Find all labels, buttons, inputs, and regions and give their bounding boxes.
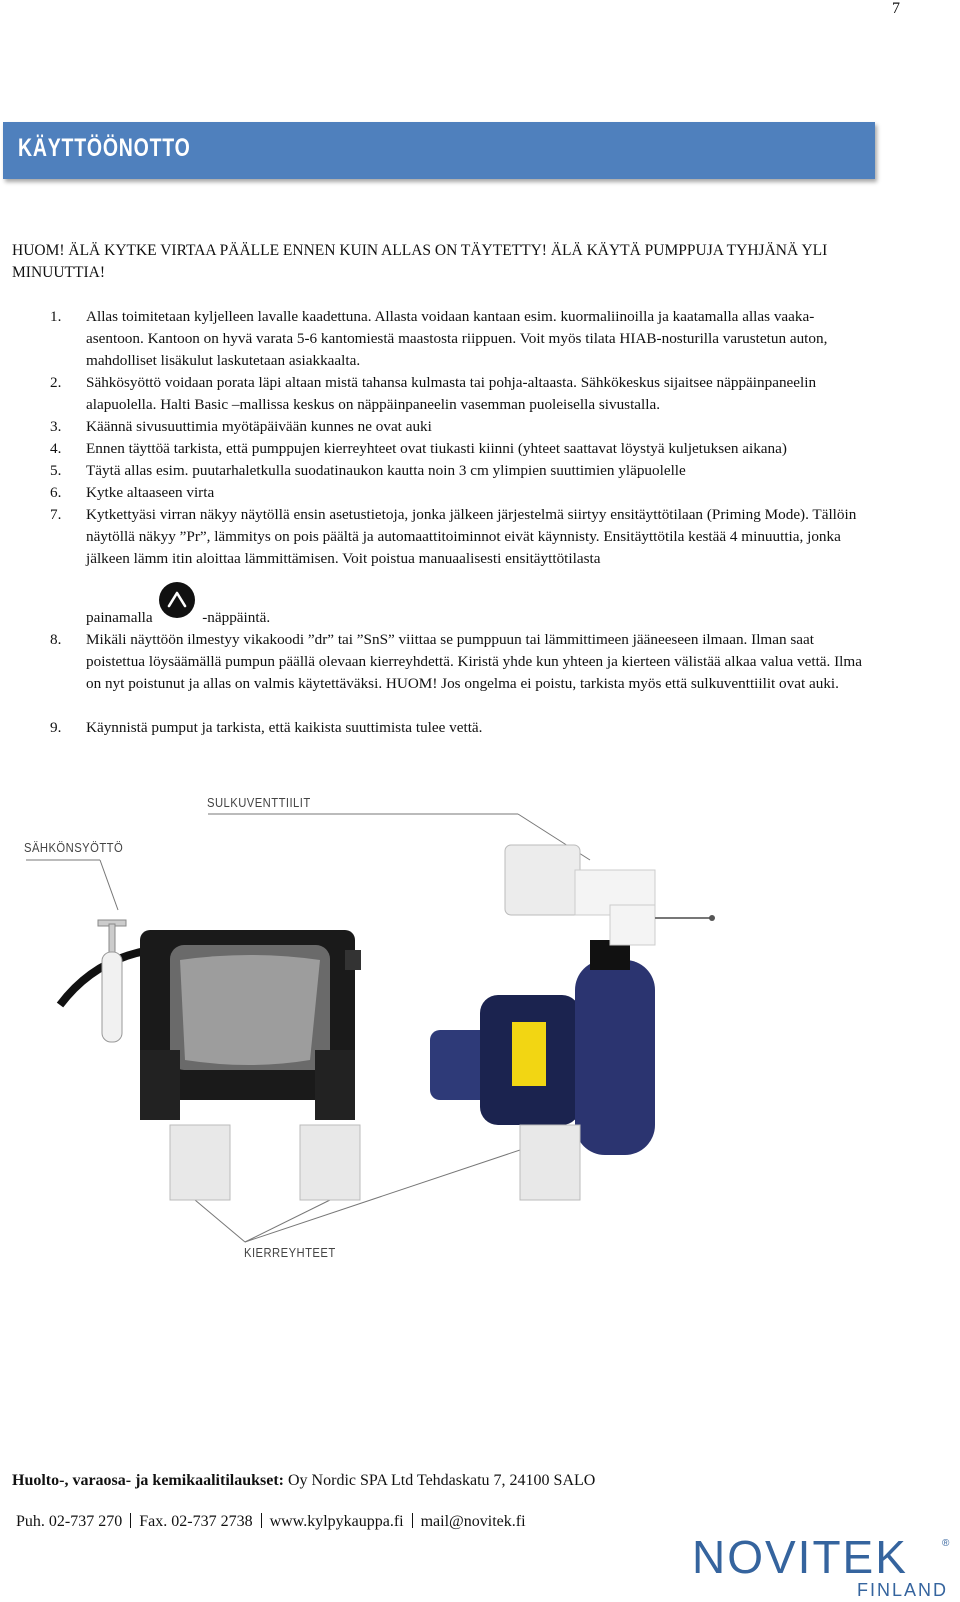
step-number: 5.	[50, 462, 62, 479]
press-before: painamalla	[86, 609, 153, 626]
page-number: 7	[892, 0, 900, 17]
logo-sub: FINLAND	[857, 1580, 949, 1600]
step-number: 1.	[50, 308, 62, 325]
label-sulkuventtiilit: SULKUVENTTIILIT	[207, 796, 311, 810]
step-text: Kytke altaaseen virta	[86, 484, 215, 501]
step-text: Mikäli näyttöön ilmestyy vikakoodi ”dr” tai ”SnS” viittaa se pumppuun tai lämmittimeen jääneeseen ilmaan. Ilman saat poistettua löysäämällä pumpun päällä olevaan kierreyhdettä. Kiristä yhde kun yhteen ja kierteen välistää alkaa valua vettä. Ilma on nyt poistunut ja allas on valmis käytettäväksi. HUOM! Jos ongelma ei poistu, tarkista myös että sulkuventtiilit ovat auki.	[86, 631, 862, 692]
section-banner	[3, 122, 875, 179]
step-number: 3.	[50, 418, 62, 435]
footer-contact	[16, 1513, 526, 1531]
footer-phone: Puh. 02-737 270	[16, 1513, 123, 1530]
list-item	[12, 482, 872, 504]
list-item	[12, 416, 872, 438]
novitek-logo	[692, 1530, 954, 1602]
step-text: Käännä sivusuuttimia myötäpäivään kunnes ne ovat auki	[86, 418, 432, 435]
up-caret-icon	[159, 582, 195, 618]
footer-fax: Fax. 02-737 2738	[139, 1513, 253, 1530]
list-item	[12, 306, 872, 372]
footer-web[interactable]: www.kylpykauppa.fi	[269, 1513, 404, 1530]
footer-orders	[12, 1472, 595, 1490]
list-item	[12, 629, 872, 695]
press-after: -näppäintä.	[202, 609, 271, 626]
warning-text: HUOM! ÄLÄ KYTKE VIRTAA PÄÄLLE ENNEN KUIN ALLAS ON TÄYTETTY! ÄLÄ KÄYTÄ PUMPPUJA TYHJÄNÄ YLI MINUUTTIA!	[12, 242, 828, 281]
step-number: 8.	[50, 631, 62, 648]
step-text: Allas toimitetaan kyljelleen lavalle kaadettuna. Allasta voidaan kantaan esim. kuormaliinoilla ja kaatamalla allas vaaka-asentoon. Kantoon on hyvä varata 5-6 kantomiestä maastosta riippuen. Voit myös tilata HIAB-nosturilla varustetun auton, mahdolliset lisäkulut laskutetaan asiakkaalta.	[86, 308, 828, 369]
footer-order-label: Huolto-, varaosa- ja kemikaalitilaukset:	[12, 1472, 284, 1489]
label-sahkonsyotto: SÄHKÖNSYÖTTÖ	[24, 841, 124, 855]
step-text: Sähkösyöttö voidaan porata läpi altaan mistä tahansa kulmasta tai pohja-altaasta. Sähkökeskus sijaitsee näppäinpaneelin alapuolella. Halti Basic –mallissa keskus on näppäinpaneelin vasemman puoleisella sivustalla.	[86, 374, 817, 413]
step-number: 9.	[50, 719, 62, 736]
step-text-press	[86, 590, 872, 629]
list-item	[12, 372, 872, 416]
list-item	[12, 717, 872, 739]
list-item	[12, 504, 872, 629]
footer-order-info: Oy Nordic SPA Ltd Tehdaskatu 7, 24100 SALO	[288, 1472, 596, 1489]
footer-mail[interactable]: mail@novitek.fi	[420, 1513, 526, 1530]
separator	[261, 1513, 262, 1528]
step-text: Kytkettyäsi virran näkyy näytöllä ensin asetustietoja, jonka jälkeen järjestelmä siirtyy ensitäyttötilaan (Priming Mode). Tällöin näytöllä näkyy ”Pr”, lämmitys on pois päältä ja automaattitoiminnot eivät käynnisty. Ensitäyttötila kestää 4 minuuttia, jonka jälkeen lämm itin aloittaa lämmittämisen. Voit poistua manuaalisesti ensitäyttötilasta	[86, 506, 857, 567]
equipment-illustration	[0, 790, 960, 1270]
equipment-diagram	[0, 790, 960, 1270]
step-text: Käynnistä pumput ja tarkista, että kaikista suuttimista tulee vettä.	[86, 719, 483, 736]
step-number: 2.	[50, 374, 62, 391]
list-item	[12, 438, 872, 460]
step-text: Ennen täyttöä tarkista, että pumppujen kierreyhteet ovat tiukasti kiinni (yhteet saattavat löystyä kuljetuksen aikana)	[86, 440, 787, 457]
step-number: 6.	[50, 484, 62, 501]
section-title: KÄYTTÖÖNOTTO	[18, 134, 191, 162]
separator	[130, 1513, 131, 1528]
step-text: Täytä allas esim. puutarhaletkulla suodatinaukon kautta noin 3 cm ylimpien suuttimien yläpuolelle	[86, 462, 686, 479]
separator	[412, 1513, 413, 1528]
logo-name: NOVITEK	[692, 1531, 908, 1583]
logo-registered: ®	[942, 1538, 950, 1549]
step-number: 4.	[50, 440, 62, 457]
label-kierreyhteet: KIERREYHTEET	[244, 1246, 336, 1260]
step-number: 7.	[50, 506, 62, 523]
list-item	[12, 460, 872, 482]
instruction-list	[12, 306, 872, 739]
